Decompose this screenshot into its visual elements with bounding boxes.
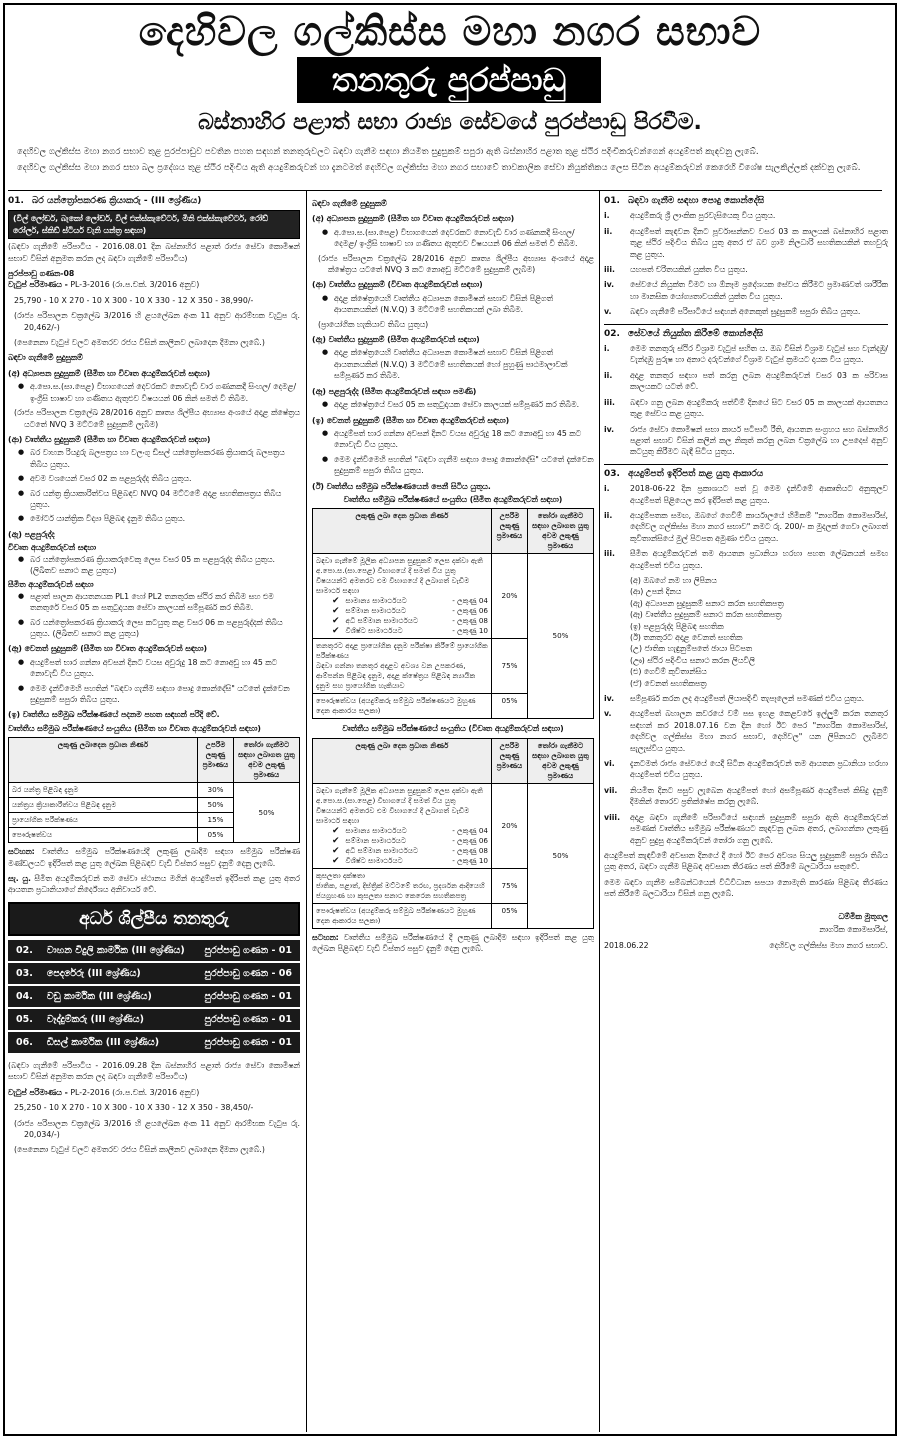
check-icon: ✔ (332, 616, 340, 627)
item-text: සම්පූර්ණ කරන ලද අයදුම්පත් ලියාපදිංචි තැපෑලෙන් පමණක් එවිය යුතුය. (630, 694, 865, 704)
item-number: ii. (604, 510, 613, 520)
qual-item: ● බර වාහන රියදුරු බලපත්‍රය හා වලංගු ඩීසල් යන්ත්‍රෝපකරණ ක්‍රියාකරු බලපත්‍රය තිබිය යුතුය. (8, 447, 300, 470)
section-1-heading (604, 196, 888, 207)
item-text: අයදුම්පතක සමඟ, ඔබගේ ගෙවීම් කාර්යාලයේ හිමිකම් "නාගරික කොමසාරිස්, දෙහිවල ගල්කිස්ස මහා නගර සභාව" නමට රු. 200/- ක මුදලක් ගෙවා ලබාගත් කුවිතාන්සියේ මුල් පිටපත අමුණා එවිය යුතුය. (630, 510, 888, 543)
column-2 (312, 194, 594, 959)
column-3 (604, 194, 888, 951)
grade-marks: - ලකුණු 08 (452, 845, 488, 855)
criterion-text: බඳවා ගැනීමේ මූලික අධ්‍යාපන සුදුසුකම් ලෙස දක්වා ඇති අ.පො.ස.(සා.පෙළ) විභාගයේ දී සමත් විය යුතු විෂයයන්ට අමතරව එම විභාගයේ දී ලබාගත් වැඩිම සාමාර්ථ සඳහා (316, 556, 483, 596)
item-text: අදාළ බඳවා ගැනීමේ පරිපාටියේ සඳහන් සුදුසුකම් සපුරා ඇති අයදුම්කරුවන් පමණක් වෘත්තීය සම්මුඛ පරීක්ෂණයට කැඳවනු ලබන අතර, ලබාගන්නා ලකුණු අනුව සුදුසු අයදුම්කරුවන් තෝරා ගනු ලැබේ. (630, 812, 888, 845)
qual-note: (ප්‍රායෝගික හැකියාව තිබිය යුතුය) (318, 319, 429, 329)
criterion: යන්ත්‍රය ක්‍රියාකාරීත්වය පිළිබඳ දැනුම (9, 798, 198, 813)
check-icon: ✔ (332, 626, 340, 637)
item-number: iv. (604, 280, 615, 290)
item-text: රාජ්‍ය සේවා කොමිෂන් සභා කාර්ය පටිපාටි රීති, ආයතන සංග්‍රහය සහ බස්නාහිර පළාත් සභාව විසින් කලින් කල නිකුත් කරනු ලබන චක්‍රලේඛ හා උපදෙස් අනුව කටයුතු කිරීමට බැඳී සිටිය යුතුය. (630, 424, 888, 457)
section-number: 02. (604, 328, 620, 339)
note-text: වෘත්තීය සම්මුඛ පරීක්ෂණයේදී ලකුණු ලබාදීම සඳහා සම්මුඛ පරීක්ෂණ මණ්ඩලයට ඉදිරිපත් කළ යුතු ලේඛන පිළිබඳව වැඩි විස්තර පසුව දැනුම් දෙනු ලැබේ. (8, 847, 300, 868)
criterion-detail: ජාතික, පළාත්, දිස්ත්‍රික් මට්ටමේ තරඟ, ප්‍රදර්ශන ආදියෙහි ජයග්‍රහණ හා කුසලතා සනාථ කෙරෙන සහතිකපත්‍ර (316, 880, 485, 900)
item-text: සේවයේ නියුක්ත වීමට හා ඕනෑම ප්‍රදේශයක සේවය කිරීමට ප්‍රමාණවත් ශාරීරික හා මානසික යෝග්‍යතාවයකින් යුක්ත විය යුතුය. (630, 280, 888, 301)
signer-office: දෙහිවල ගල්කිස්ස මහා නගර සභාව. (769, 940, 888, 950)
post-name: වෑද්දුම්කරු (III ශ්‍රේණිය) (46, 1013, 144, 1025)
criterion (313, 639, 492, 694)
post-vacancies: පුරප්පාඩු ගණන - 01 (204, 944, 292, 956)
grade: අධි සම්මාන සාමාර්ථයට (345, 845, 419, 855)
item-text: සීමිත අයදුම්කරුවන් තම ආයතන ප්‍රධානියා හරහා පහත ලේඛනයන් සමඟ අයදුම්පත් එවිය යුතුය. (630, 549, 888, 570)
condition-item (604, 306, 888, 317)
list-item: (ඉ) පළපුරුද්ද පිළිබඳ සහතික (630, 621, 724, 631)
table-row (9, 783, 300, 798)
qual-note: (රාජ්‍ය පරිපාලන චක්‍රලේඛ 28/2016 අනුව කෘත්‍ය ශිල්පීය අභ්‍යාස අංශයේ අදාළ ක්ෂේත්‍රය යටතේ NVQ 3 කට නොඅඩු මට්ටමේ සුදුසුකම් ලැබීම) (318, 253, 594, 275)
section-number: 03. (604, 468, 620, 479)
max-marks: 75% (492, 639, 528, 694)
qual-a-heading: (අ) අධ්‍යාපන සුදුසුකම් (සීමිත හා විවෘත අයදුම්කරුවන් සඳහා) (8, 368, 211, 378)
max-marks: 20% (492, 554, 528, 639)
item-number: iii. (604, 397, 615, 407)
interview-marks-table (8, 737, 300, 843)
item-text: අයදුම්කරු ශ්‍රී ලාංකික පුරවැසියෙකු විය යුතුය. (630, 211, 776, 221)
item-number: iv. (604, 424, 615, 434)
qual-item: ● මෝටර් යාන්ත්‍රික විද්‍යා පිළිබඳ දැනුම තිබිය යුතුය. (8, 513, 300, 524)
grade-row (316, 616, 488, 626)
item-text: යහපත් චරිතයකින් යුක්ත විය යුතුය. (630, 265, 748, 275)
list-item: (ඈ) වෘත්තීය සුදුසුකම් සනාථ කරන සහතිකපත්‍ර (630, 610, 782, 620)
item-text: බඳවා ගනු ලබන අයදුම්කරු පත්වීම් දිනයේ සිට වසර 05 ක කාලයක් ආයතනය තුළ සේවය කළ යුතුය. (630, 397, 888, 419)
recruitment-procedure-2: (බඳවා ගැනීමේ පරිපාටිය - 2016.09.28 දින බස්නාහිර පළාත් රාජ්‍ය සේවා කොමිෂන් සභාව විසින් අනුමත කරන ලද බඳවා ගැනීමේ පරිපාටිය) (8, 1060, 300, 1082)
min-marks: 50% (528, 783, 594, 928)
item-number: ii. (604, 370, 613, 380)
column-header: උපරිම ලකුණු ප්‍රමාණය (198, 738, 234, 783)
post-number: 01. (8, 196, 24, 206)
post-row (8, 963, 300, 986)
closing-text: අයදුම්පත් කැඳවීමේ අවසාන දිනයේ දී හෝ ඊට පෙර අවශ්‍ය සියලු සුදුසුකම් සපුරා තිබිය යුතු අතර, බඳවා ගැනීම පිළිබඳ අවසාන තීරණය පත් කිරීමේ බලධාරියා සතුවේ. (604, 850, 888, 872)
post-title: බර යන්ත්‍රෝපකරණ ක්‍රියාකරු - (III ශ්‍රේණිය) (31, 196, 202, 206)
criterion: පෞරුෂත්වය (අයදුම්කරු සම්මුඛ පරීක්ෂණයට මුහුණ දෙන ආකාරය සලකා) (313, 903, 492, 928)
grade-row (316, 856, 488, 866)
column-header: උපරිම ලකුණු ප්‍රමාණය (492, 738, 528, 783)
qual-item: ● අදාළ ක්ෂේත්‍රයෙහි වෘත්තීය අධ්‍යාපන කොමිෂන් සභාව විසින් පිළිගත් ආයතනයකින් (N.V.Q) 3 මට්ටමේ සහතිකයක් ලබා තිබීම. (312, 293, 594, 316)
grade: අධි සම්මාන සාමාර්ථයට (345, 616, 419, 626)
interview-table-open (312, 738, 594, 929)
qual-item: ● පළාත් පාලන ආයතනයක PL1 හෝ PL2 තනතුරක ස්ථිර කර තිබීම සහ එම තනතුරේ වසර 05 ක සතුටුදායක සේවා කාලයක් සම්පූර්ණ කර තිබීම. (8, 591, 300, 614)
condition-item (604, 483, 888, 506)
subtitle: බස්නාහිර පළාත් සභා රාජ්‍ය සේවයේ පුරප්පාඩු පිරවීම. (198, 110, 702, 135)
qual-b-heading: (ආ) වෘත්තීය සුදුසුකම් (සීමිත හා විවෘත අයදුම්කරුවන් සඳහා) (8, 434, 211, 444)
criterion (313, 554, 492, 639)
section-2-heading (604, 329, 888, 340)
item-number: viii. (604, 812, 621, 822)
closing-text: මෙම බඳවා ගැනීම සම්බන්ධයෙන් විධිවිධාන සපයා නොමැති කාරණා පිළිබඳ තීරණය පත් කිරීමේ බලධාරියා විසින් ගනු ලැබේ. (604, 877, 888, 899)
criterion: ප්‍රායෝගික පරීක්ෂණය (9, 813, 198, 828)
grade-row (316, 596, 488, 606)
column-1 (8, 194, 300, 1160)
criterion (313, 783, 492, 868)
qual-c-heading: (ඇ) පළපුරුද්ද (8, 529, 55, 539)
post-1-heading (8, 196, 300, 207)
grade-marks: - ලකුණු 10 (452, 855, 488, 865)
list-item: (ඇ) අධ්‍යාපන සුදුසුකම් සනාථ කරන සහතිකපත්‍ර (630, 598, 784, 608)
min-marks: 50% (528, 554, 594, 719)
column-header: ලකුණු ලබා දෙන ප්‍රධාන නිර්ණ (313, 509, 492, 554)
condition-item (604, 510, 888, 544)
note-text: වෘත්තීය සම්මුඛ පරීක්ෂණයේ දී ලකුණු ලබාදීම සඳහා ඉදිරිපත් කළ යුතු ලේඛන පිළිබඳව වැඩි විස්තර පසුව දැනුම් දෙනු ලැබේ. (312, 932, 594, 954)
nb-label: සැ. යු. (8, 874, 31, 884)
table-caption: වෘත්තීය සම්මුඛ පරීක්ෂණයේ සංයුතිය (සීමිත අයදුම්කරුවන් සඳහා) (343, 494, 563, 504)
condition-item (604, 343, 888, 366)
column-header: තෝරා ගැනීමට සඳහා ලබාගත යුතු අවම ලකුණු ප්‍රමාණය (234, 738, 300, 783)
item-number: iii. (604, 265, 615, 275)
condition-item (604, 279, 888, 302)
salary-note: (රාජ්‍ය පරිපාලන චක්‍රලේඛ 3/2016 හි ළයලේඛන අංක 11 අනුව ආරම්භක වැටුප රු. 20,462/-) (14, 311, 300, 332)
section-title: සේවයේ නියුක්ත කිරීමේ කොන්දේසි (627, 328, 764, 339)
qual-item: ● අ.පො.ස.(සා.පෙළ) විභාගයෙන් දෙවරකට නොවැඩි වාර ගණනකදී සිංහල/ දෙමළ/ ඉංග්‍රීසි භාෂාව හා ගණිතය ඇතුළුව විෂයයන් 06 කින් සමත් වී තිබීම. (312, 227, 594, 250)
post-name: වඩු කාර්මික (III ශ්‍රේණිය) (46, 990, 152, 1002)
post-number: 03. (16, 967, 33, 979)
grade-row (316, 846, 488, 856)
qual-e-heading: (ඉ) වෙනත් සුදුසුකම් (සීමිත හා විවෘත අයදුම්කරුවන් සඳහා) (312, 415, 510, 425)
post-name: වාහන විදුලි කාර්මික (III ශ්‍රේණිය) (46, 944, 185, 956)
check-icon: ✔ (332, 606, 340, 617)
qual-e-heading: (ඉ) වෘත්තීය සම්මුඛ පරීක්ෂණයේ පදනම පහත සඳහන් පරිදි වේ. (8, 710, 220, 720)
max-marks: 30% (198, 783, 234, 798)
nb-text: සීමිත අයදුම්කරුවන් තම සේවා ස්ථානය මගින් අයදුම්පත් ඉදිරිපත් කළ යුතු අතර ආයතන ප්‍රධානියාගේ නිර්දේශය අනිවාර්ය වේ. (8, 874, 301, 895)
grade: සාමාන්‍ය සාමාර්ථයට (345, 825, 407, 835)
item-number: v. (604, 307, 612, 317)
item-text: අයදුම්පත් කැඳවන දිනට පූර්වාසන්නව වසර 03 ක කාලයක් බස්නාහිර පළාත තුළ ස්ථිර පදිංචිය තිබිය යුතු අතර ඒ බව ග්‍රාම නිලධාරි සහතිකයකින් තහවුරු කළ යුතුය. (630, 226, 888, 259)
max-marks: 50% (198, 798, 234, 813)
grade: සම්මාන සාමාර්ථයට (345, 835, 407, 845)
open-applicants-label: විවෘත අයදුම්කරුවන් සඳහා (8, 543, 97, 553)
qual-item: ● බර යන්ත්‍රෝපකරණ ක්‍රියාකරුවෙකු ලෙස වසර 05 ක පළපුරුද්ද තිබිය යුතුය. (ලිඛිතව සනාථ කළ යුතුය) (8, 554, 300, 577)
section-title: බඳවා ගැනීම සඳහා පොදු කොන්දේසි (627, 196, 765, 206)
nb (8, 873, 300, 896)
item-number: i. (604, 344, 610, 354)
list-item: (අ) ඔබගේ නම හා ලිපිනය (630, 575, 717, 585)
vacancies-banner: තනතුරු පුරප්පාඩු (297, 57, 601, 103)
date-line (604, 940, 888, 951)
item-number: v. (604, 709, 612, 719)
column-divider (599, 190, 600, 1432)
qual-d-heading: (ඈ) පළපුරුද්ද (සීමිත අයදුම්කරුවන් සඳහා පමණි) (312, 386, 477, 396)
table-row (313, 554, 594, 639)
post-vacancies: පුරප්පාඩු ගණන - 01 (204, 1036, 292, 1048)
item-text: දැනටමත් රාජ්‍ය සේවයේ යෙදී සිටින අයදුම්කරුවන් තම ආයතන ප්‍රධානියා හරහා අයදුම්පත් එවිය යුතුය. (630, 759, 888, 780)
grade: සාමාන්‍ය සාමාර්ථයට (345, 596, 407, 606)
table-header-row (9, 738, 300, 783)
council-title: දෙහිවල ගල්කිස්ස මහා නගර සභාව (138, 8, 762, 55)
section-number: 01. (604, 196, 620, 206)
interview-table-limited (312, 508, 594, 719)
post-vacancies: පුරප්පාඩු ගණන - 01 (204, 990, 292, 1002)
intro-paragraph: දෙහිවල ගල්කිස්ස මහා නගර සභාව තුළ පුරප්පාඩුව පවතින පහත සඳහන් තනතුරුවලට බඳවා ගැනීම සඳහා නියමිත සුදුසුකම් සපුරා ඇති බස්නාහිර පළාත තුළ ස්ථිර පදිංචිකරුවන්ගෙන් අයදුම්පත් කැඳවනු ලැබේ. (17, 147, 759, 157)
post-row (8, 986, 300, 1009)
grade-row (316, 606, 488, 616)
max-marks: 20% (492, 783, 528, 868)
qual-item: ● අදාළ ක්ෂේත්‍රයේ වසර 05 ක සතුටුදායක සේවා කාලයක් සම්පූර්ණ කර තිබීම. (312, 399, 594, 410)
item-text: බඳවා ගැනීමේ පරිපාටියේ සඳහන් අනෙකුත් සුදුසුකම් සපුරා තිබිය යුතුය. (630, 307, 861, 317)
condition-item (604, 397, 888, 420)
signature-block (604, 910, 888, 936)
item-number: i. (604, 484, 610, 494)
list-item: (ඌ) ස්ථිර පදිංචිය සනාථ කරන ලියවිලි (630, 655, 755, 665)
grade-marks: - ලකුණු 10 (452, 626, 488, 636)
qual-item: ● මෙම දැන්වීමෙහි පහතින් "බඳවා ගැනීම සඳහා පොදු කොන්දේසි" යටතේ දැක්වෙන සුදුසුකම් සපුරා තිබිය යුතුය. (8, 683, 300, 706)
condition-item (604, 424, 888, 458)
criterion: පෞරුෂත්වය (අයදුම්කරු සම්මුඛ පරීක්ෂණයට මුහුණ දෙන ආකාරය සලකා) (313, 694, 492, 719)
note (312, 932, 594, 955)
qual-item: ● අයදුම්පත් භාර ගන්නා අවසන් දිනට වයස අවුරුදු 18 කට නොඅඩු හා 45 කට නොවැඩි විය යුතුය. (8, 657, 300, 680)
section-title: අයදුම්පත් ඉදිරිපත් කළ යුතු ආකාරය (627, 468, 764, 479)
salary-line (8, 279, 300, 290)
post-number: 04. (16, 990, 33, 1002)
post-number: 05. (16, 1013, 33, 1025)
column-header: තෝරා ගැනීමට සඳහා ලබාගත යුතු අවම ලකුණු ප්‍රමාණය (528, 509, 594, 554)
criterion: පෞරුෂත්වය (9, 828, 198, 843)
post-row (8, 1009, 300, 1032)
salary-note-2: (රාජ්‍ය පරිපාලන චක්‍රලේඛ 3/2016 හි ළයලේඛන අංක 11 අනුව ආරම්භක වැටුප රු. 20,034/-) (14, 1118, 300, 1139)
item-text: නියමිත දිනට පසුව ලැබෙන අයදුම්පත් හෝ අසම්පූර්ණ අයදුම්පත් කිසිදු දැනුම් දීමකින් තොරව ප්‍රතික්ෂේප කරනු ලැබේ. (630, 785, 888, 807)
table-caption: වෘත්තීය සම්මුඛ පරීක්ෂණයේ සංයුතිය (විවෘත අයදුම්කරුවන් සඳහා) (342, 724, 564, 734)
list-item: (උ) ජාතික හැඳුනුම්පතේ ඡායා පිටපත (630, 644, 753, 654)
qual-item: ● අ.පො.ස.(සා.පෙළ) විභාගයෙන් දෙවරකට නොවැඩි වාර ගණනකදී සිංහල/ දෙමළ/ ඉංග්‍රීසි භාෂාව හා ගණිතය ඇතුළුව විෂයයන් 06 කින් සමත් වී තිබීම. (8, 381, 300, 404)
check-icon: ✔ (332, 835, 340, 846)
qual-a-heading: (අ) අධ්‍යාපන සුදුසුකම් (සීමිත හා විවෘත අයදුම්කරුවන් සඳහා) (312, 214, 515, 224)
criterion: බර යන්ත්‍ර පිළිබඳ දැනුම (9, 783, 198, 798)
item-number: iv. (604, 694, 615, 704)
grade-row (316, 626, 488, 636)
qual-f-heading: (ඊ) වෘත්තීය සම්මුඛ පරීක්ෂණයෙන් පෙනී සිටිය යුතුය. (312, 481, 491, 491)
condition-item (604, 758, 888, 781)
grade-row (316, 826, 488, 836)
grade-marks: - ලකුණු 06 (452, 606, 488, 616)
max-marks: 75% (492, 868, 528, 903)
notice-date: 2018.06.22 (604, 940, 649, 950)
post-name: ඩීසල් කාර්මික (III ශ්‍රේණිය) (46, 1036, 160, 1048)
note-label: සටහන: (8, 847, 35, 857)
qualifications-heading: බඳවා ගැනීමේ සුදුසුකම් (8, 353, 83, 363)
grade: සම්මාන සාමාර්ථයට (345, 606, 407, 616)
criterion-text: තනතුරට අදාළ ප්‍රායෝගික දැනුම පරීක්ෂා කිරීමේ ප්‍රායෝගික පරීක්ෂණය (316, 641, 488, 661)
column-header: තෝරා ගැනීමට සඳහා ලබාගත යුතු අවම ලකුණු ප්‍රමාණය (528, 738, 594, 783)
post-number: 06. (16, 1036, 33, 1048)
post-vacancies: පුරප්පාඩු ගණන - 01 (204, 1013, 292, 1025)
condition-item (604, 785, 888, 808)
list-item: (ඒ) වෙනත් සහතිකපත්‍ර (630, 678, 707, 688)
max-marks: 05% (492, 694, 528, 719)
recruitment-procedure: (බඳවා ගැනීමේ පරිපාටිය - 2016.08.01 දින බස්නාහිර පළාත් රාජ්‍ය සේවා කොමිෂන් සභාව විසින් අනුමත කරන ලද බඳවා ගැනීමේ පරිපාටිය) (8, 242, 300, 263)
post-row (8, 940, 300, 963)
condition-item (604, 370, 888, 393)
grade-marks: - ලකුණු 06 (452, 835, 488, 845)
grade-marks: - ලකුණු 08 (452, 616, 488, 626)
table-row (313, 783, 594, 868)
intro-paragraph: දෙහිවල ගල්කිස්ස මහා නගර සභා බල ප්‍රදේශය තුළ ස්ථිර පදිංචිය ඇති අයදුම්කරුවන් හා දැනටමත් දෙහිවල ගල්කිස්ස මහා නගර සභාවේ තාවකාලික සේවා නියුක්තිකය ලෙස සිටින අයදුම්කරුවන් කෙරෙහි විශේෂ සැලකිල්ලක් දක්වනු ලැබේ. (17, 163, 861, 173)
table-header-row (313, 509, 594, 554)
qual-item: ● අදාළ ක්ෂේත්‍රයෙහි වෘත්තීය අධ්‍යාපන කොමිෂන් සභාව විසින් පිළිගත් ආයතනයකින් (N.V.Q) 3 මට්ටමේ සහතිකයක් හෝ පුහුණු පාඨමාලාවක් සම්පූර්ණ කර තිබීම. (312, 347, 594, 381)
condition-item (604, 708, 888, 754)
salary-scale: 25,790 - 10 X 270 - 10 X 300 - 10 X 330 - 12 X 350 - 38,990/- (14, 295, 254, 305)
intro-text (17, 145, 883, 177)
allowance-note-2: (පෙනෙනා වැටුප් වලට අමතරව රජය විසින් කාලීනව ලබාදෙන දීමනා ලැබේ.) (14, 1145, 265, 1155)
qual-item: ● මෙම දැන්වීමෙහි පහතින් "බඳවා ගැනීම සඳහා පොදු කොන්දේසි" යටතේ දැක්වෙන සුදුසුකම් සපුරා තිබිය යුතුය. (312, 454, 594, 477)
grade-marks: - ලකුණු 04 (452, 825, 488, 835)
post-vacancies: පුරප්පාඩු ගණන - 06 (204, 967, 292, 979)
list-item: (එ) ගෙවීම් කුවිතාන්සිය (630, 667, 707, 677)
column-header: ලකුණු ලබා දෙන ප්‍රධාන නිර්ණ (313, 738, 492, 783)
condition-item (604, 210, 888, 221)
max-marks: 15% (198, 813, 234, 828)
item-number: vii. (604, 785, 618, 795)
max-marks: 05% (492, 903, 528, 928)
qual-item: ● බර යන්ත්‍ර ක්‍රියාකාරිත්වය පිළිබඳව NVQ 04 මට්ටමේ අදාළ සහතිකපත්‍රය තිබිය යුතුය. (8, 488, 300, 511)
qual-item: ● අයදුම්පත් භාර ගන්නා අවසන් දිනට වයස අවුරුදු 18 කට නොඅඩු හා 45 කට නොවැඩි විය යුතුය. (312, 428, 594, 451)
item-text: 2018-06-22 දින ප්‍රකාශයට පත් වූ මෙම දැන්වීමේ ආකෘතියට අනුකූලව අයදුම්පත් පිළියෙල කර ඉදිරිපත් කළ යුතුය. (630, 484, 888, 505)
check-icon: ✔ (332, 855, 340, 866)
grade-marks: - ලකුණු 04 (452, 596, 488, 606)
criterion (313, 868, 492, 903)
qual-item: ● බර යන්ත්‍රෝපකරණ ක්‍රියාකරු ලෙස කටයුතු කළ වසර 06 ක පළපුරුද්දක් තිබිය යුතුය. (ලිඛිතව සනාථ කළ යුතුය) (8, 617, 300, 640)
item-number: iii. (604, 549, 615, 559)
column-header: උපරිම ලකුණු ප්‍රමාණය (492, 509, 528, 554)
note (8, 846, 300, 869)
vacancy-count: පුරප්පාඩු ගණන-08 (8, 269, 75, 279)
max-marks: 05% (198, 828, 234, 843)
signer-name: ධම්මික මුතුගල (838, 911, 888, 921)
salary-code: PL-3-2016 (රා.ප.චක්. 3/2016 අනුව) (70, 280, 200, 290)
qual-note: (රාජ්‍ය පරිපාලන චක්‍රලේඛ 28/2016 අනුව කෘත්‍ය ශිල්පීය අභ්‍යාස අංශයේ අදාළ ක්ෂේත්‍රය යටතේ NVQ 3 මට්ටමේ සුදුසුකම් ලැබීම) (14, 408, 300, 429)
section-3-heading (604, 469, 888, 480)
criterion-detail: බඳවා ගන්නා තනතුර අදාළව අවශ්‍ය වන උපකරණ, ආම්පන්න පිළිබඳ දැනුම, අදාළ ක්ෂේත්‍රය පිළිබඳ න්‍යායික දැනුම සහ ප්‍රායෝගික හැකියාව (316, 661, 476, 691)
divider (604, 324, 888, 325)
check-icon: ✔ (332, 596, 340, 607)
column-divider (306, 190, 307, 1432)
table-header-row (313, 738, 594, 783)
column-header: ලකුණු ලබාදෙන ප්‍රධාන නිර්ණ (9, 738, 198, 783)
item-number: vi. (604, 759, 615, 769)
signer-title: නාගරික කොමසාරිස්, (819, 924, 888, 934)
limited-applicants-label: සීමිත අයදුම්කරුවන් සඳහා (8, 580, 94, 590)
post-name: පෙදරේරු (III ශ්‍රේණිය) (46, 967, 141, 979)
grade: විශිෂ්ට සාමාර්ථයට (345, 855, 403, 865)
condition-item (604, 226, 888, 260)
salary-code: PL-2-2016 (රා.ප.චක්. 3/2016 අනුව) (70, 1087, 200, 1097)
allowance-note: (පෙනෙනා වැටුප් වලට අමතරව රජය විසින් කාලීනව ලබාදෙන දීමනා ලැබේ.) (14, 338, 265, 348)
list-item: (ඊ) තනතුරට අදාළ වෙනත් සහතික (630, 633, 743, 642)
document-list (604, 575, 888, 689)
post-number: 02. (16, 944, 33, 956)
qualifications-heading: බඳවා ගැනීමේ සුදුසුකම් (312, 199, 387, 208)
salary-label: වැටුප් පරිමාණය - (8, 1087, 68, 1097)
min-marks: 50% (234, 783, 300, 843)
divider (8, 190, 882, 191)
grade-row (316, 836, 488, 846)
item-number: i. (604, 211, 610, 221)
post-1-machinery: (වීල් ලෝඩර්, බැකෝ ලෝඩර්, වීල් එක්ස්කැවේටර්, මිනි එක්ස්කැවේටර්, රෝඩ් රෝලර්, ස්කිඩ් ස්ටියර් වැනි යන්ත්‍ර සඳහා) (8, 210, 300, 239)
criterion-text: කුසලතා දක්ෂතා (316, 870, 366, 880)
item-text: අදාළ තනතුර සඳහා පත් කරනු ලබන අයදුම්කරුවන් වසර 03 ක පරිවාස කාලයකට යටත් වේ. (630, 370, 888, 392)
divider (604, 464, 888, 465)
condition-item (604, 264, 888, 275)
qual-d-heading: (ඈ) වෙනත් සුදුසුකම් (සීමිත හා විවෘත අයදුම්කරුවන් සඳහා) (8, 644, 208, 654)
semi-skilled-heading: අර්ධ ශිල්පීය තනතුරු (8, 902, 300, 936)
item-number: ii. (604, 226, 613, 236)
item-text: මෙම තනතුරු ස්ථිර විශ්‍රාම වැටුප් සහිත ය. ඔබ විසින් විශ්‍රාම වැටුප් සහ වැන්දඹු/ වැන්දඹු පුරුෂ හා අනාථ දරුවන්ගේ විශ්‍රාම වැටුප් ක්‍රමයට දායක විය යුතුය. (630, 344, 888, 365)
condition-item (604, 812, 888, 846)
item-text: අයදුම්පත් බහාලන කවරයේ වම් පස ඉහළ කෙළවරේ ඉල්ලුම් කරන තනතුර සඳහන් කර 2018.07.16 වන දින හෝ ඊට පෙර "නාගරික කොමසාරිස්, දෙහිවල ගල්කිස්ස මහා නගර සභාව, දෙහිවල" යන ලිපිනයට ලැබීමට සැලැස්විය යුතුය. (630, 709, 888, 753)
condition-item (604, 548, 888, 571)
post-row (8, 1032, 300, 1055)
salary-line-2 (8, 1087, 300, 1098)
qual-item: ● අවම වශයෙන් වසර 02 ක පළපුරුද්ද තිබිය යුතුය. (8, 473, 300, 484)
grade: විශිෂ්ට සාමාර්ථයට (345, 626, 403, 636)
check-icon: ✔ (332, 825, 340, 836)
check-icon: ✔ (332, 845, 340, 856)
salary-label: වැටුප් පරිමාණය - (8, 280, 68, 290)
table-caption: වෘත්තීය සම්මුඛ පරීක්ෂණයේ සංයුතිය (සීමිත හා විවෘත අයදුම්කරුවන් සඳහා) (8, 723, 261, 733)
list-item: (ආ) උපන් දිනය (630, 587, 682, 597)
qual-c-heading: (ඇ) වෘත්තීය සුදුසුකම් (සීමිත අයදුම්කරුවන් සඳහා) (312, 335, 480, 345)
condition-item (604, 693, 888, 704)
note-label: සටහන: (312, 932, 339, 942)
salary-scale-2: 25,250 - 10 X 270 - 10 X 300 - 10 X 330 - 12 X 350 - 38,450/- (14, 1103, 254, 1113)
qual-b-heading: (ආ) වෘත්තීය සුදුසුකම් (විවෘත අයදුම්කරුවන් සඳහා) (312, 280, 483, 290)
criterion-text: බඳවා ගැනීමේ මූලික අධ්‍යාපන සුදුසුකම් ලෙස දක්වා ඇති අ.පො.ස.(සා.පෙළ) විභාගයේ දී සමත් විය යුතු විෂයයන්ට අමතරව එම විභාගයේ දී ලබාගත් වැඩිම සාමාර්ථ සඳහා (316, 785, 483, 825)
